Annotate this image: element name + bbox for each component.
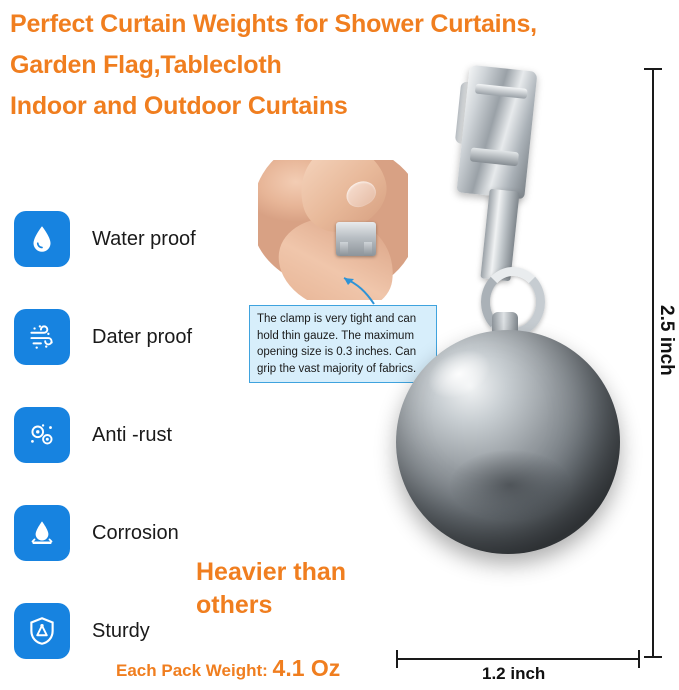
feature-label: Water proof bbox=[92, 227, 196, 250]
heavier-line-1: Heavier than bbox=[196, 558, 347, 586]
clamp-closeup bbox=[336, 222, 376, 256]
callout-arrow-icon bbox=[322, 258, 378, 306]
headline-line-1: Perfect Curtain Weights for Shower Curtains, bbox=[10, 10, 537, 38]
pack-weight bbox=[116, 655, 340, 682]
width-measure-label: 1.2 inch bbox=[478, 664, 549, 684]
feature-label: Corrosion bbox=[92, 521, 179, 544]
headline-line-3: Indoor and Outdoor Curtains bbox=[10, 92, 348, 120]
metal-clip bbox=[456, 65, 537, 199]
pack-weight-value: 4.1 Oz bbox=[272, 655, 341, 681]
heavier-than-others-text bbox=[196, 556, 396, 622]
shield-icon bbox=[14, 603, 70, 659]
callout-text: The clamp is very tight and can hold thin gauze. The maximum opening size is 0.3 inches. Can grip the vast majority of fabrics. bbox=[257, 313, 417, 375]
rust-particles-icon bbox=[14, 407, 70, 463]
steel-weight-ball bbox=[396, 330, 620, 554]
feature-label: Anti -rust bbox=[92, 423, 173, 446]
height-measure-label: 2.5 inch bbox=[656, 305, 677, 376]
feature-label: Sturdy bbox=[92, 619, 150, 642]
height-measure-line bbox=[652, 68, 654, 658]
product-photo bbox=[380, 60, 630, 650]
wind-icon bbox=[14, 309, 70, 365]
feature-item-water-proof bbox=[14, 190, 264, 288]
pack-weight-label: Each Pack Weight: bbox=[116, 661, 268, 680]
heavier-line-2: others bbox=[196, 591, 273, 619]
headline-line-2: Garden Flag,Tablecloth bbox=[10, 51, 282, 79]
feature-label: Dater proof bbox=[92, 325, 193, 348]
corrosion-drop-icon bbox=[14, 505, 70, 561]
water-drop-icon bbox=[14, 211, 70, 267]
feature-item-dater-proof bbox=[14, 288, 264, 386]
width-measure-line bbox=[396, 658, 640, 660]
feature-item-anti-rust bbox=[14, 386, 264, 484]
